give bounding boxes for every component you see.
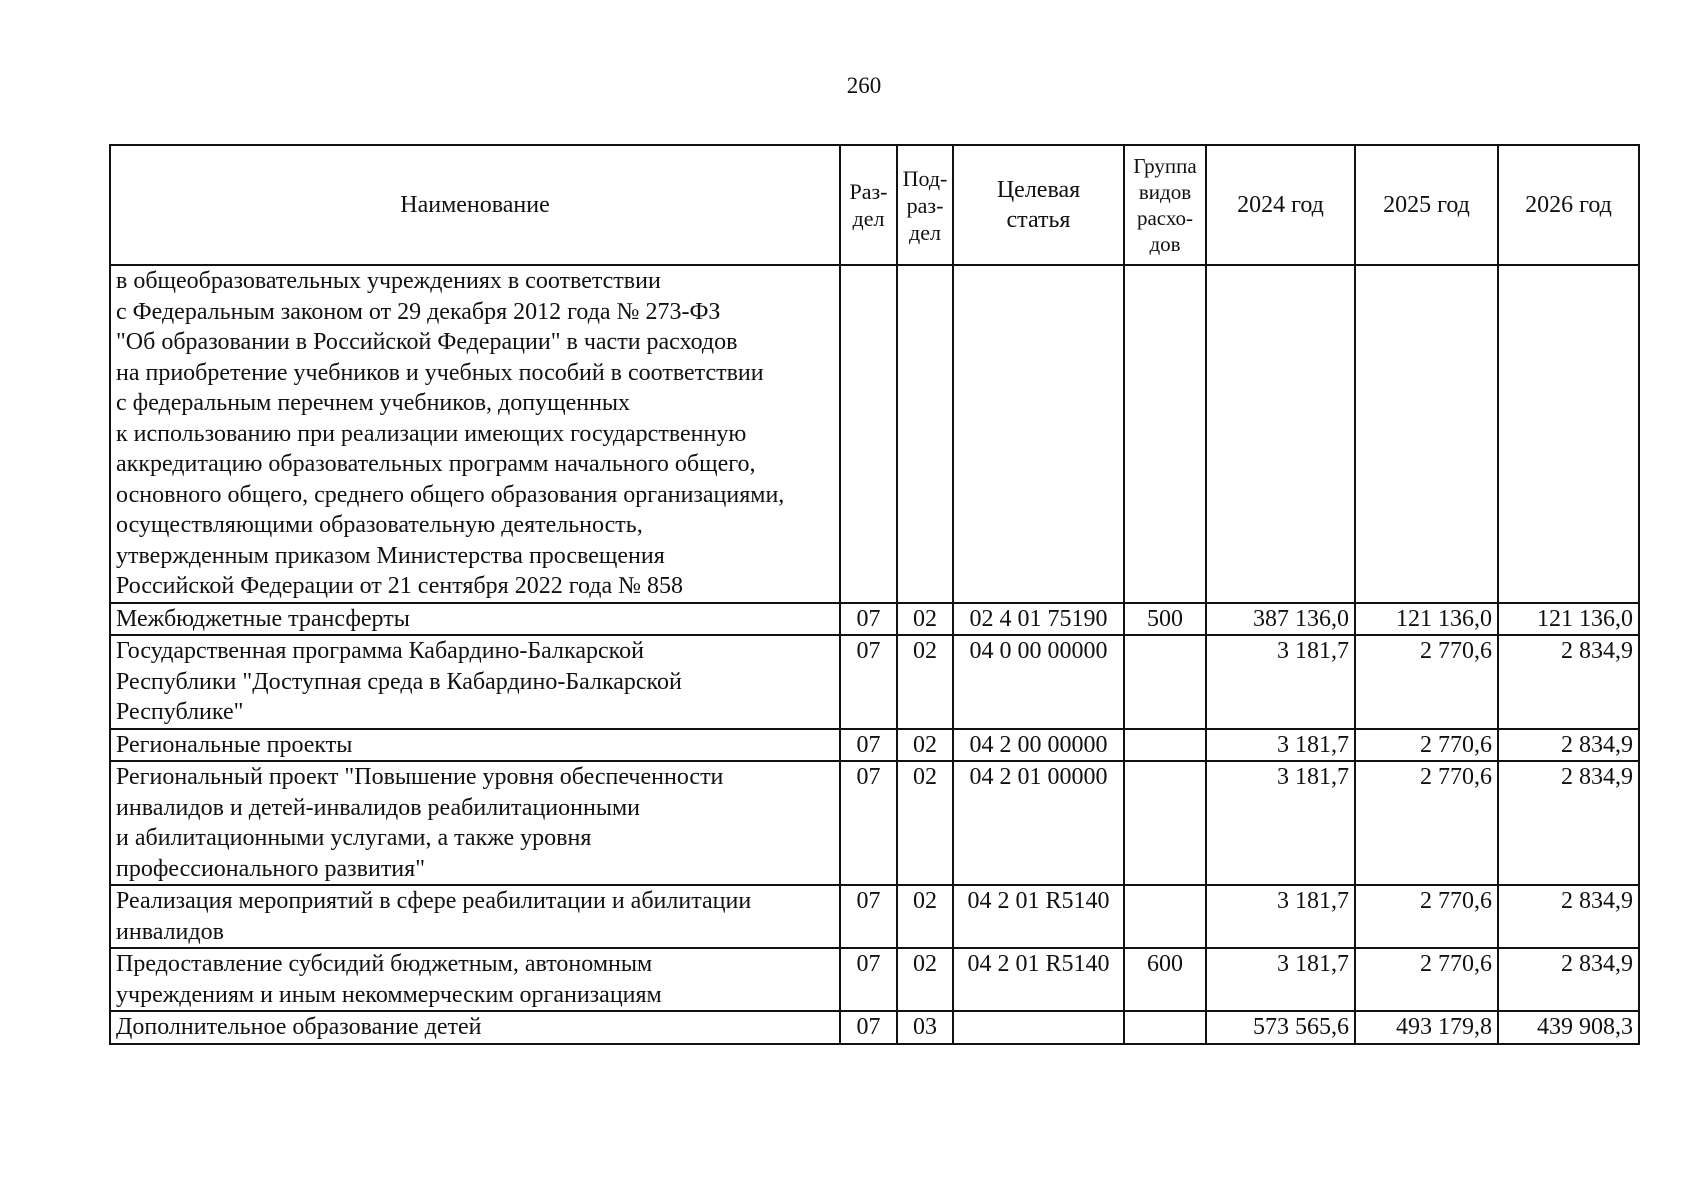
- cell-2026: 2 834,9: [1498, 948, 1639, 1011]
- cell-name: Реализация мероприятий в сфере реабилитации и абилитации инвалидов: [110, 885, 840, 948]
- cell-2024: 3 181,7: [1206, 729, 1355, 762]
- table-row: [110, 729, 1639, 762]
- table-row: [110, 948, 1639, 1011]
- cell-target: 04 2 01 R5140: [953, 948, 1124, 1011]
- cell-2024: [1206, 265, 1355, 603]
- cell-2024: 3 181,7: [1206, 885, 1355, 948]
- cell-section: 07: [840, 1011, 897, 1044]
- cell-target: 04 2 01 00000: [953, 761, 1124, 885]
- cell-section: [840, 265, 897, 603]
- column-header-name: Наименование: [110, 145, 840, 265]
- budget-table: [109, 144, 1640, 1045]
- cell-name: в общеобразовательных учреждениях в соответствии с Федеральным законом от 29 декабря 2012 года № 273-ФЗ "Об образовании в Российской Федерации" в части расходов на приобретение учебников и учебных пособий в соответствии с федеральным перечнем учебников, допущенных к использованию при реализации имеющих государственную аккредитацию образовательных программ начального общего, основного общего, среднего общего образования организациями, осуществляющими образовательную деятельность, утвержденным приказом Министерства просвещения Российской Федерации от 21 сентября 2022 года № 858: [110, 265, 840, 603]
- cell-name: Межбюджетные трансферты: [110, 603, 840, 636]
- cell-2024: 3 181,7: [1206, 635, 1355, 729]
- cell-2024: 573 565,6: [1206, 1011, 1355, 1044]
- header-row: [110, 145, 1639, 265]
- cell-expense-group: 600: [1124, 948, 1206, 1011]
- cell-subsection: 02: [897, 603, 953, 636]
- table-row: [110, 885, 1639, 948]
- table-row: [110, 761, 1639, 885]
- cell-section: 07: [840, 948, 897, 1011]
- cell-2026: [1498, 265, 1639, 603]
- table-row: [110, 635, 1639, 729]
- cell-expense-group: [1124, 265, 1206, 603]
- cell-expense-group: [1124, 1011, 1206, 1044]
- cell-expense-group: 500: [1124, 603, 1206, 636]
- cell-2026: 2 834,9: [1498, 729, 1639, 762]
- cell-2025: 2 770,6: [1355, 948, 1498, 1011]
- cell-2024: 387 136,0: [1206, 603, 1355, 636]
- table-header: [110, 145, 1639, 265]
- cell-2026: 2 834,9: [1498, 635, 1639, 729]
- cell-name: Дополнительное образование детей: [110, 1011, 840, 1044]
- cell-expense-group: [1124, 761, 1206, 885]
- cell-name: Региональные проекты: [110, 729, 840, 762]
- table-row: [110, 265, 1639, 603]
- cell-subsection: 02: [897, 729, 953, 762]
- cell-2026: 2 834,9: [1498, 885, 1639, 948]
- cell-2025: 2 770,6: [1355, 729, 1498, 762]
- cell-name: Государственная программа Кабардино-Балкарской Республики "Доступная среда в Кабардино-Балкарской Республике": [110, 635, 840, 729]
- cell-section: 07: [840, 761, 897, 885]
- cell-2025: 2 770,6: [1355, 761, 1498, 885]
- cell-2024: 3 181,7: [1206, 948, 1355, 1011]
- cell-subsection: 02: [897, 948, 953, 1011]
- cell-2026: 2 834,9: [1498, 761, 1639, 885]
- column-header-expense-group: Группа видов расхо- дов: [1124, 145, 1206, 265]
- cell-target: 02 4 01 75190: [953, 603, 1124, 636]
- cell-section: 07: [840, 885, 897, 948]
- cell-target: 04 0 00 00000: [953, 635, 1124, 729]
- cell-name: Региональный проект "Повышение уровня обеспеченности инвалидов и детей-инвалидов реабилитационными и абилитационными услугами, а также уровня профессионального развития": [110, 761, 840, 885]
- column-header-section: Раз- дел: [840, 145, 897, 265]
- column-header-2026: 2026 год: [1498, 145, 1639, 265]
- cell-expense-group: [1124, 729, 1206, 762]
- cell-subsection: 02: [897, 761, 953, 885]
- cell-target: 04 2 01 R5140: [953, 885, 1124, 948]
- cell-expense-group: [1124, 885, 1206, 948]
- page-number: 260: [846, 73, 882, 98]
- cell-2024: 3 181,7: [1206, 761, 1355, 885]
- cell-section: 07: [840, 635, 897, 729]
- cell-2026: 439 908,3: [1498, 1011, 1639, 1044]
- table-row: [110, 603, 1639, 636]
- cell-subsection: 02: [897, 635, 953, 729]
- cell-section: 07: [840, 603, 897, 636]
- column-header-2025: 2025 год: [1355, 145, 1498, 265]
- cell-target: [953, 265, 1124, 603]
- column-header-subsection: Под- раз- дел: [897, 145, 953, 265]
- cell-2025: 121 136,0: [1355, 603, 1498, 636]
- cell-target: [953, 1011, 1124, 1044]
- cell-2025: 2 770,6: [1355, 635, 1498, 729]
- table-body: [110, 265, 1639, 1044]
- cell-subsection: [897, 265, 953, 603]
- cell-2025: 493 179,8: [1355, 1011, 1498, 1044]
- cell-target: 04 2 00 00000: [953, 729, 1124, 762]
- cell-section: 07: [840, 729, 897, 762]
- cell-subsection: 03: [897, 1011, 953, 1044]
- cell-2025: [1355, 265, 1498, 603]
- cell-subsection: 02: [897, 885, 953, 948]
- table-row: [110, 1011, 1639, 1044]
- column-header-2024: 2024 год: [1206, 145, 1355, 265]
- column-header-target: Целевая статья: [953, 145, 1124, 265]
- cell-name: Предоставление субсидий бюджетным, автономным учреждениям и иным некоммерческим организациям: [110, 948, 840, 1011]
- cell-2026: 121 136,0: [1498, 603, 1639, 636]
- cell-expense-group: [1124, 635, 1206, 729]
- cell-2025: 2 770,6: [1355, 885, 1498, 948]
